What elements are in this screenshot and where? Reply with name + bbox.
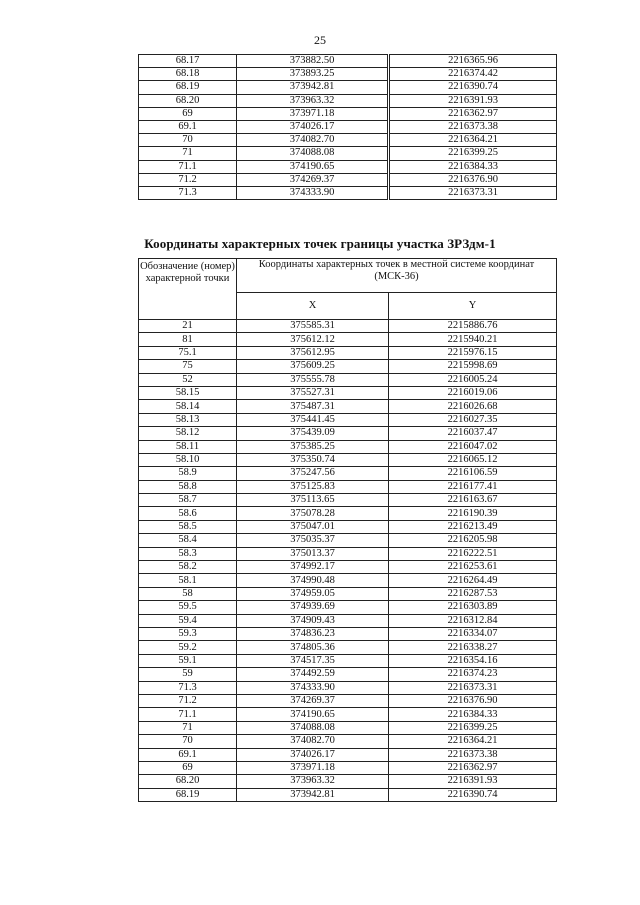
point-number-cell: 71.2: [139, 694, 237, 707]
y-coordinate-cell: 2216177.41: [389, 480, 557, 493]
table-row: [139, 748, 557, 761]
top-table-body: [139, 55, 557, 200]
table-row: [139, 453, 557, 466]
y-coordinate-cell: 2216364.21: [389, 134, 557, 147]
y-coordinate-cell: 2216373.31: [389, 681, 557, 694]
table-row: [139, 708, 557, 721]
x-coordinate-cell: 375350.74: [237, 453, 389, 466]
table-row: [139, 587, 557, 600]
point-number-cell: 58.7: [139, 494, 237, 507]
x-coordinate-cell: 374959.05: [237, 587, 389, 600]
x-coordinate-cell: 374992.17: [237, 561, 389, 574]
y-coordinate-cell: 2216287.53: [389, 587, 557, 600]
table-row: [139, 735, 557, 748]
main-table-body: [139, 320, 557, 802]
header-x: X: [237, 293, 389, 320]
point-number-cell: 58.9: [139, 467, 237, 480]
y-coordinate-cell: 2216373.38: [389, 120, 557, 133]
y-coordinate-cell: 2216312.84: [389, 614, 557, 627]
point-number-cell: 68.19: [139, 788, 237, 801]
x-coordinate-cell: 374269.37: [237, 694, 389, 707]
point-number-cell: 70: [139, 735, 237, 748]
y-coordinate-cell: 2216362.97: [389, 107, 557, 120]
x-coordinate-cell: 374082.70: [237, 735, 389, 748]
x-coordinate-cell: 375527.31: [237, 386, 389, 399]
top-coordinates-table: [138, 54, 557, 200]
x-coordinate-cell: 374805.36: [237, 641, 389, 654]
page-number: 25: [314, 33, 326, 47]
table-row: [139, 333, 557, 346]
table-row: [139, 480, 557, 493]
table-row: [139, 614, 557, 627]
x-coordinate-cell: 374026.17: [237, 120, 389, 133]
boundary-coordinates-table: [138, 258, 557, 802]
y-coordinate-cell: 2216354.16: [389, 654, 557, 667]
y-coordinate-cell: 2216303.89: [389, 601, 557, 614]
y-coordinate-cell: 2216037.47: [389, 427, 557, 440]
y-coordinate-cell: 2216026.68: [389, 400, 557, 413]
point-number-cell: 59.5: [139, 601, 237, 614]
table-row: [139, 534, 557, 547]
x-coordinate-cell: 375013.37: [237, 547, 389, 560]
table-row: [139, 641, 557, 654]
table-row: [139, 186, 557, 199]
table-row: [139, 134, 557, 147]
x-coordinate-cell: 375585.31: [237, 320, 389, 333]
y-coordinate-cell: 2216376.90: [389, 694, 557, 707]
point-number-cell: 58.14: [139, 400, 237, 413]
x-coordinate-cell: 375078.28: [237, 507, 389, 520]
table-row: [139, 654, 557, 667]
x-coordinate-cell: 375113.65: [237, 494, 389, 507]
point-number-cell: 69.1: [139, 120, 237, 133]
y-coordinate-cell: 2216019.06: [389, 386, 557, 399]
x-coordinate-cell: 375612.12: [237, 333, 389, 346]
table-row: [139, 467, 557, 480]
y-coordinate-cell: 2216047.02: [389, 440, 557, 453]
x-coordinate-cell: 375385.25: [237, 440, 389, 453]
point-number-cell: 58.11: [139, 440, 237, 453]
y-coordinate-cell: 2216391.93: [389, 775, 557, 788]
point-number-cell: 58: [139, 587, 237, 600]
point-number-cell: 68.17: [139, 55, 237, 68]
y-coordinate-cell: 2215998.69: [389, 360, 557, 373]
y-coordinate-cell: 2216027.35: [389, 413, 557, 426]
point-number-cell: 59: [139, 668, 237, 681]
point-number-cell: 71.1: [139, 160, 237, 173]
x-coordinate-cell: 374269.37: [237, 173, 389, 186]
x-coordinate-cell: 374909.43: [237, 614, 389, 627]
table-row: [139, 373, 557, 386]
table-row: [139, 561, 557, 574]
table-row: [139, 55, 557, 68]
y-coordinate-cell: 2216365.96: [389, 55, 557, 68]
table-row: [139, 601, 557, 614]
table-row: [139, 668, 557, 681]
x-coordinate-cell: 374088.08: [237, 721, 389, 734]
table-row: [139, 68, 557, 81]
point-number-cell: 58.5: [139, 520, 237, 533]
point-number-cell: 59.3: [139, 627, 237, 640]
x-coordinate-cell: 375609.25: [237, 360, 389, 373]
point-number-cell: 75: [139, 360, 237, 373]
point-number-cell: 68.19: [139, 81, 237, 94]
table-row: [139, 120, 557, 133]
point-number-cell: 58.2: [139, 561, 237, 574]
y-coordinate-cell: 2216213.49: [389, 520, 557, 533]
table-header: [139, 259, 557, 320]
table-row: [139, 681, 557, 694]
y-coordinate-cell: 2216190.39: [389, 507, 557, 520]
y-coordinate-cell: 2216374.42: [389, 68, 557, 81]
point-number-cell: 59.1: [139, 654, 237, 667]
y-coordinate-cell: 2216399.25: [389, 721, 557, 734]
point-number-cell: 58.3: [139, 547, 237, 560]
point-number-cell: 52: [139, 373, 237, 386]
table-row: [139, 494, 557, 507]
x-coordinate-cell: 375125.83: [237, 480, 389, 493]
y-coordinate-cell: 2216253.61: [389, 561, 557, 574]
y-coordinate-cell: 2216334.07: [389, 627, 557, 640]
point-number-cell: 69: [139, 761, 237, 774]
point-number-cell: 71.3: [139, 681, 237, 694]
point-number-cell: 58.10: [139, 453, 237, 466]
x-coordinate-cell: 374939.69: [237, 601, 389, 614]
y-coordinate-cell: 2216364.21: [389, 735, 557, 748]
x-coordinate-cell: 373893.25: [237, 68, 389, 81]
point-number-cell: 71.3: [139, 186, 237, 199]
point-number-cell: 58.8: [139, 480, 237, 493]
x-coordinate-cell: 375247.56: [237, 467, 389, 480]
table-row: [139, 346, 557, 359]
table-row: [139, 788, 557, 801]
x-coordinate-cell: 373882.50: [237, 55, 389, 68]
y-coordinate-cell: 2216065.12: [389, 453, 557, 466]
y-coordinate-cell: 2216391.93: [389, 94, 557, 107]
y-coordinate-cell: 2216390.74: [389, 788, 557, 801]
x-coordinate-cell: 375555.78: [237, 373, 389, 386]
x-coordinate-cell: 374190.65: [237, 708, 389, 721]
point-number-cell: 58.4: [139, 534, 237, 547]
point-number-cell: 58.13: [139, 413, 237, 426]
header-point-designation: Обозначение (номер) характерной точки: [139, 259, 237, 320]
table-row: [139, 721, 557, 734]
point-number-cell: 59.2: [139, 641, 237, 654]
x-coordinate-cell: 373963.32: [237, 775, 389, 788]
x-coordinate-cell: 374190.65: [237, 160, 389, 173]
y-coordinate-cell: 2216384.33: [389, 708, 557, 721]
point-number-cell: 70: [139, 134, 237, 147]
section-title: Координаты характерных точек границы участка ЗРЗдм-1: [144, 236, 496, 251]
point-number-cell: 71: [139, 721, 237, 734]
point-number-cell: 71.1: [139, 708, 237, 721]
table-row: [139, 94, 557, 107]
y-coordinate-cell: 2216376.90: [389, 173, 557, 186]
x-coordinate-cell: 375439.09: [237, 427, 389, 440]
x-coordinate-cell: 374990.48: [237, 574, 389, 587]
point-number-cell: 68.20: [139, 94, 237, 107]
table-row: [139, 413, 557, 426]
x-coordinate-cell: 374026.17: [237, 748, 389, 761]
point-number-cell: 71.2: [139, 173, 237, 186]
table-row: [139, 386, 557, 399]
table-row: [139, 107, 557, 120]
x-coordinate-cell: 374088.08: [237, 147, 389, 160]
y-coordinate-cell: 2216373.31: [389, 186, 557, 199]
point-number-cell: 75.1: [139, 346, 237, 359]
x-coordinate-cell: 374082.70: [237, 134, 389, 147]
table-row: [139, 547, 557, 560]
x-coordinate-cell: 373971.18: [237, 761, 389, 774]
table-row: [139, 81, 557, 94]
y-coordinate-cell: 2216264.49: [389, 574, 557, 587]
x-coordinate-cell: 375047.01: [237, 520, 389, 533]
point-number-cell: 58.6: [139, 507, 237, 520]
y-coordinate-cell: 2216384.33: [389, 160, 557, 173]
y-coordinate-cell: 2216373.38: [389, 748, 557, 761]
point-number-cell: 69.1: [139, 748, 237, 761]
point-number-cell: 71: [139, 147, 237, 160]
table-row: [139, 694, 557, 707]
table-row: [139, 775, 557, 788]
table-row: [139, 360, 557, 373]
point-number-cell: 59.4: [139, 614, 237, 627]
table-row: [139, 320, 557, 333]
y-coordinate-cell: 2215976.15: [389, 346, 557, 359]
x-coordinate-cell: 374333.90: [237, 186, 389, 199]
x-coordinate-cell: 373963.32: [237, 94, 389, 107]
y-coordinate-cell: 2216106.59: [389, 467, 557, 480]
x-coordinate-cell: 375612.95: [237, 346, 389, 359]
table-row: [139, 173, 557, 186]
y-coordinate-cell: 2216374.23: [389, 668, 557, 681]
point-number-cell: 58.15: [139, 386, 237, 399]
x-coordinate-cell: 375035.37: [237, 534, 389, 547]
y-coordinate-cell: 2216163.67: [389, 494, 557, 507]
table-row: [139, 520, 557, 533]
x-coordinate-cell: 374492.59: [237, 668, 389, 681]
point-number-cell: 68.18: [139, 68, 237, 81]
table-row: [139, 507, 557, 520]
y-coordinate-cell: 2216222.51: [389, 547, 557, 560]
x-coordinate-cell: 373942.81: [237, 81, 389, 94]
point-number-cell: 58.1: [139, 574, 237, 587]
point-number-cell: 68.20: [139, 775, 237, 788]
x-coordinate-cell: 375487.31: [237, 400, 389, 413]
x-coordinate-cell: 374333.90: [237, 681, 389, 694]
table-row: [139, 147, 557, 160]
table-row: [139, 160, 557, 173]
y-coordinate-cell: 2215940.21: [389, 333, 557, 346]
table-row: [139, 627, 557, 640]
table-row: [139, 400, 557, 413]
point-number-cell: 58.12: [139, 427, 237, 440]
table-row: [139, 440, 557, 453]
x-coordinate-cell: 375441.45: [237, 413, 389, 426]
y-coordinate-cell: 2216005.24: [389, 373, 557, 386]
x-coordinate-cell: 373942.81: [237, 788, 389, 801]
table-row: [139, 761, 557, 774]
point-number-cell: 21: [139, 320, 237, 333]
y-coordinate-cell: 2216338.27: [389, 641, 557, 654]
table-row: [139, 427, 557, 440]
y-coordinate-cell: 2216362.97: [389, 761, 557, 774]
point-number-cell: 81: [139, 333, 237, 346]
y-coordinate-cell: 2215886.76: [389, 320, 557, 333]
header-coordinates: Координаты характерных точек в местной системе координат (МСК-36): [237, 259, 557, 293]
y-coordinate-cell: 2216399.25: [389, 147, 557, 160]
table-row: [139, 574, 557, 587]
y-coordinate-cell: 2216390.74: [389, 81, 557, 94]
x-coordinate-cell: 374517.35: [237, 654, 389, 667]
x-coordinate-cell: 373971.18: [237, 107, 389, 120]
point-number-cell: 69: [139, 107, 237, 120]
header-y: Y: [389, 293, 557, 320]
x-coordinate-cell: 374836.23: [237, 627, 389, 640]
y-coordinate-cell: 2216205.98: [389, 534, 557, 547]
